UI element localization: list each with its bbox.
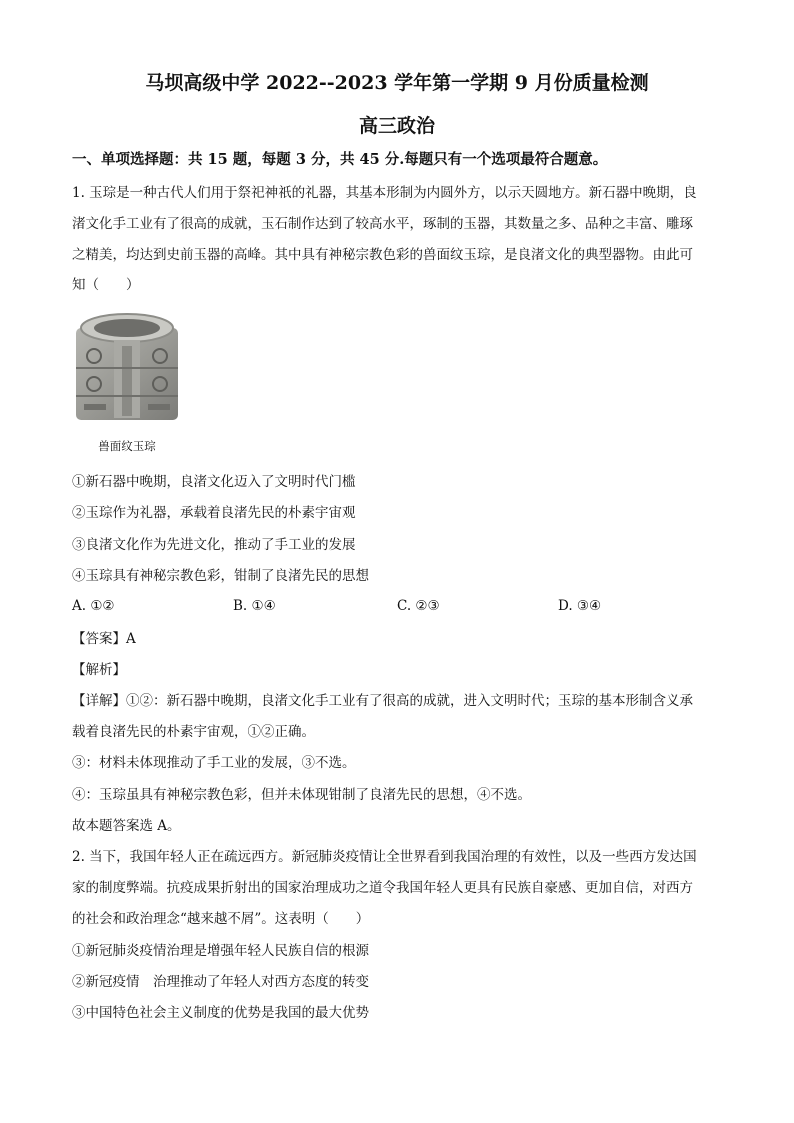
option-c: C. ②③	[397, 598, 440, 614]
detail-line: ③：材料未体现推动了手工业的发展，③不选。	[72, 755, 356, 771]
q2-statement: ①新冠肺炎疫情治理是增强年轻人民族自信的根源	[72, 943, 369, 959]
q1-stem-line: 1. 玉琮是一种古代人们用于祭祀神祇的礼器，其基本形制为内圆外方，以示天圆地方。新石器中晚期，良	[72, 185, 697, 201]
q1-stem-line: 知（ ）	[72, 277, 140, 293]
q1-stem-line: 之精美，均达到史前玉器的高峰。其中具有神秘宗教色彩的兽面纹玉琮，是良渚文化的典型器物。由此可	[72, 247, 693, 263]
detail-line: 故本题答案选 A。	[72, 818, 181, 834]
q2-statement: ②新冠疫情 治理推动了年轻人对西方态度的转变	[72, 974, 369, 990]
option-a: A. ①②	[72, 598, 115, 614]
q1-statement: ①新石器中晚期，良渚文化迈入了文明时代门槛	[72, 474, 356, 490]
section-heading: 一、单项选择题：共 15 题，每题 3 分，共 45 分.每题只有一个选项最符合题意。	[72, 151, 608, 168]
detail-line: 【详解】①②：新石器中晚期，良渚文化手工业有了很高的成就，进入文明时代；玉琮的基本形制含义承	[72, 693, 693, 709]
option-b: B. ①④	[233, 598, 276, 614]
jade-cong-image	[72, 308, 182, 423]
q1-statement: ④玉琮具有神秘宗教色彩，钳制了良渚先民的思想	[72, 568, 369, 584]
image-caption: 兽面纹玉琮	[98, 439, 156, 453]
q2-stem-line: 2. 当下，我国年轻人正在疏远西方。新冠肺炎疫情让全世界看到我国治理的有效性，以及一些西方发达国	[72, 849, 697, 865]
exam-title: 马坝高级中学 2022--2023 学年第一学期 9 月份质量检测	[145, 72, 649, 94]
q1-statement: ②玉琮作为礼器，承载着良渚先民的朴素宇宙观	[72, 505, 356, 521]
q1-stem-line: 渚文化手工业有了很高的成就，玉石制作达到了较高水平，琢制的玉器，其数量之多、品种之丰富、雕琢	[72, 216, 693, 232]
detail-line: 载着良渚先民的朴素宇宙观，①②正确。	[72, 724, 315, 740]
q2-stem-line: 的社会和政治理念“越来越不屑”。这表明（ ）	[72, 911, 370, 927]
option-d: D. ③④	[558, 598, 602, 614]
exam-subject: 高三政治	[358, 115, 435, 137]
detail-line: ④：玉琮虽具有神秘宗教色彩，但并未体现钳制了良渚先民的思想，④不选。	[72, 787, 531, 803]
q2-statement: ③中国特色社会主义制度的优势是我国的最大优势	[72, 1005, 369, 1021]
q2-stem-line: 家的制度弊端。抗疫成果折射出的国家治理成功之道令我国年轻人更具有民族自豪感、更加自信，对西方	[72, 880, 693, 896]
answer-label: 【答案】A	[72, 631, 136, 647]
q1-statement: ③良渚文化作为先进文化，推动了手工业的发展	[72, 537, 356, 553]
q1-options	[72, 598, 722, 618]
analysis-label: 【解析】	[72, 662, 126, 678]
